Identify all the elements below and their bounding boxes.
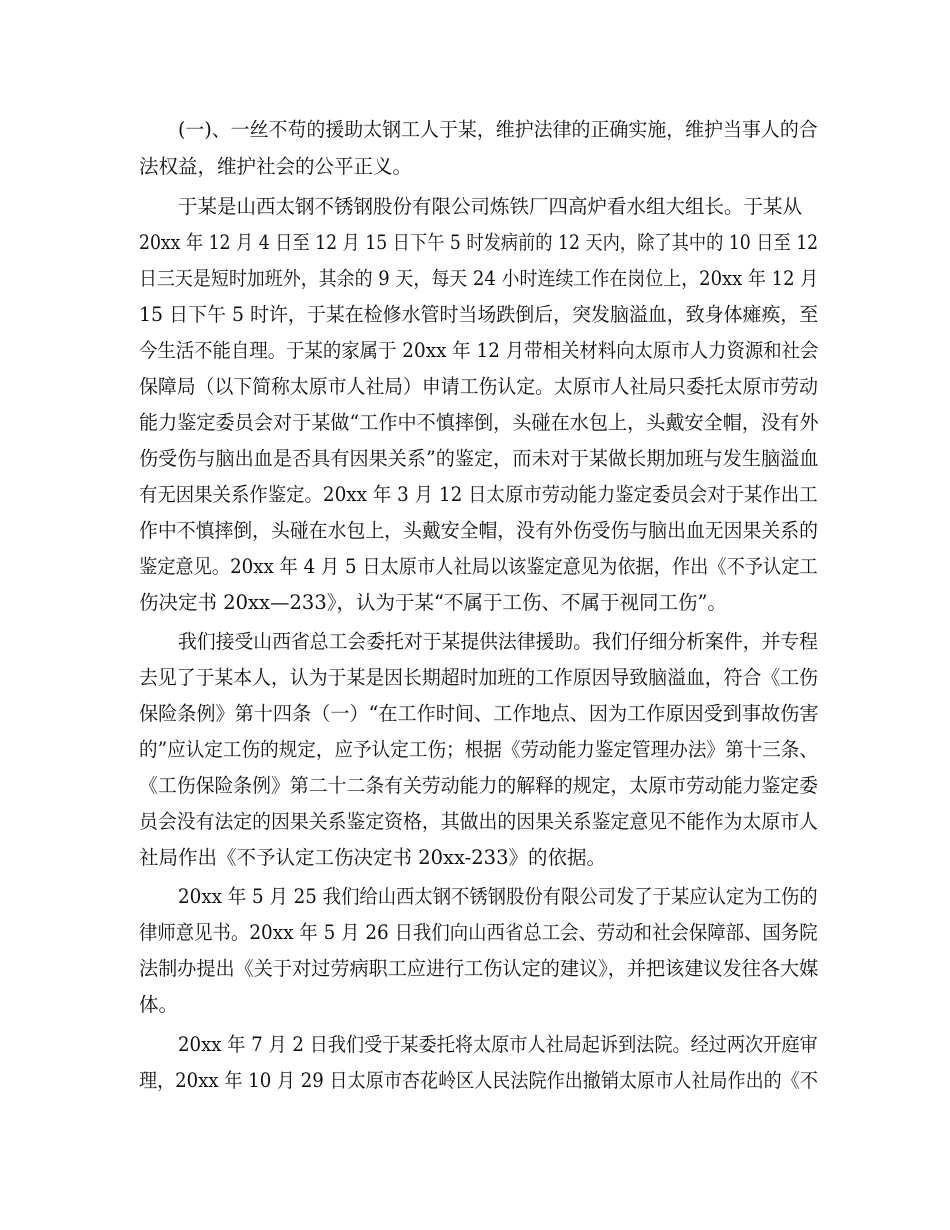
text-line: 于某是山西太钢不锈钢股份有限公司炼铁厂四高炉看水组大组长。于某从 (178, 195, 803, 218)
text-line: 的”应认定工伤的规定，应予认定工伤；根据《劳动能力鉴定管理办法》第十三条、 (139, 738, 819, 761)
text-line: 伤决定书 20xx—233》，认为于某“不属于工伤、不属于视同工伤”。 (139, 591, 727, 614)
text-line: 20xx 年 12 月 4 日至 12 月 15 日下午 5 时发病前的 12 天内，除了其中的 10 日至 12 (139, 231, 819, 254)
text-line: 律师意见书。20xx 年 5 月 26 日我们向山西省总工会、劳动和社会保障部、国务院 (139, 921, 818, 944)
text-line: 今生活不能自理。于某的家属于 20xx 年 12 月带相关材料向太原市人力资源和社会 (139, 339, 819, 362)
text-line: 员会没有法定的因果关系鉴定资格，其做出的因果关系鉴定意见不能作为太原市人 (139, 810, 818, 833)
text-line: 保险条例》第十四条（一）“在工作时间、工作地点、因为工作原因受到事故伤害 (139, 702, 819, 725)
text-line: 鉴定意见。20xx 年 4 月 5 日太原市人社局以该鉴定意见为依据，作出《不予认定工 (139, 555, 818, 578)
text-line: 有无因果关系作鉴定。20xx 年 3 月 12 日太原市劳动能力鉴定委员会对于某作出工 (139, 483, 818, 506)
text-line: 去见了于某本人，认为于某是因长期超时加班的工作原因导致脑溢血，符合《工伤 (139, 666, 818, 689)
text-line: 能力鉴定委员会对于某做“工作中不慎摔倒，头碰在水包上，头戴安全帽，没有外 (139, 411, 819, 434)
text-line: 法制办提出《关于对过劳病职工应进行工伤认定的建议》，并把该建议发往各大媒 (139, 957, 819, 980)
text-line: (一)、一丝不苟的援助太钢工人于某，维护法律的正确实施，维护当事人的合 (178, 118, 818, 141)
text-line: 伤受伤与脑出血是否具有因果关系”的鉴定，而未对于某做长期加班与发生脑溢血 (139, 447, 819, 470)
text-line: 20xx 年 5 月 25 我们给山西太钢不锈钢股份有限公司发了于某应认定为工伤的 (178, 885, 818, 908)
text-line: 15 日下午 5 时许，于某在检修水管时当场跌倒后，突发脑溢血，致身体瘫痪，至 (139, 303, 819, 326)
text-line: 20xx 年 7 月 2 日我们受于某委托将太原市人社局起诉到法院。经过两次开庭审 (178, 1033, 818, 1056)
text-line: 社局作出《不予认定工伤决定书 20xx-233》的依据。 (139, 846, 606, 869)
text-line: 日三天是短时加班外，其余的 9 天，每天 24 小时连续工作在岗位上，20xx 年 12 月 (139, 267, 819, 290)
text-line: 《工伤保险条例》第二十二条有关劳动能力的解释的规定，太原市劳动能力鉴定委 (139, 774, 818, 797)
text-line: 法权益，维护社会的公平正义。 (139, 155, 413, 178)
text-line: 理，20xx 年 10 月 29 日太原市杏花岭区人民法院作出撤销太原市人社局作出的《不 (139, 1069, 818, 1092)
text-line: 体。 (139, 993, 179, 1016)
text-line: 我们接受山西省总工会委托对于某提供法律援助。我们仔细分析案件，并专程 (178, 630, 819, 653)
text-line: 保障局（以下简称太原市人社局）申请工伤认定。太原市人社局只委托太原市劳动 (139, 375, 818, 398)
text-line: 作中不慎摔倒，头碰在水包上，头戴安全帽，没有外伤受伤与脑出血无因果关系的 (139, 519, 818, 542)
